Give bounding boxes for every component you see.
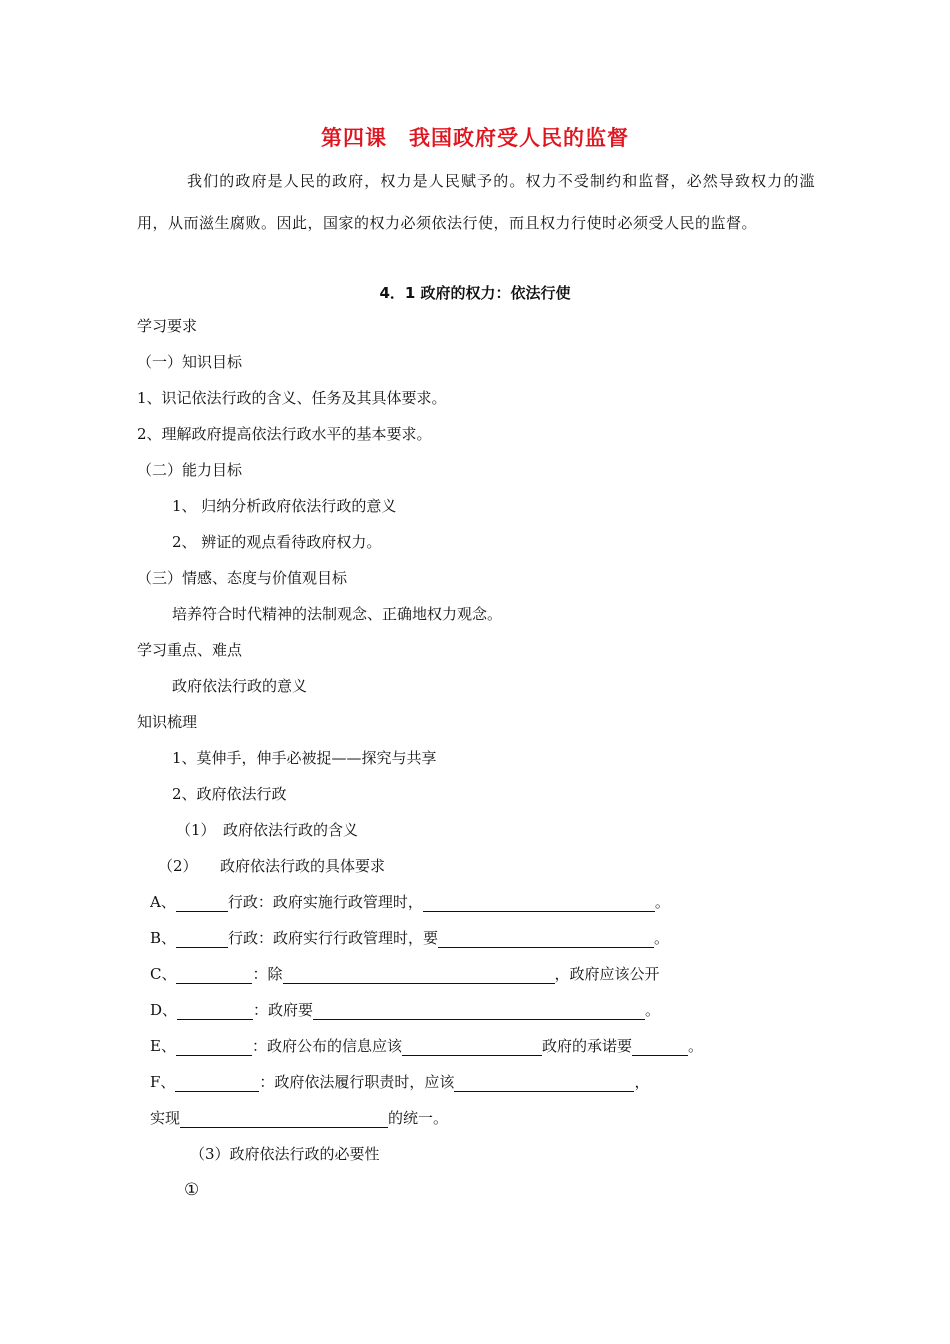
fill-a-text: 行政：政府实施行政管理时， (227, 893, 423, 911)
fill-line-f-continued (150, 1108, 448, 1128)
fill-g-text: 实现 (150, 1109, 181, 1127)
fill-d-text: ：政府要 (253, 1001, 314, 1019)
fill-a-label: A、 (150, 893, 176, 911)
fill-b-end: 。 (654, 929, 670, 947)
knowledge-goals-heading: （一）知识目标 (137, 353, 243, 371)
fill-d-label: D、 (150, 1001, 178, 1019)
fill-line-b (150, 928, 669, 948)
fill-b-text: 行政：政府实行行政管理时，要 (228, 929, 439, 947)
fill-e-text: ：政府公布的信息应该 (251, 1037, 402, 1055)
fill-f-end: ， (634, 1073, 650, 1091)
fill-f-text: ：政府依法履行职责时，应该 (259, 1073, 455, 1091)
review-sub-1: （1） 政府依法行政的含义 (176, 821, 359, 839)
fill-a-end: 。 (654, 893, 670, 911)
fill-a-blank-2[interactable] (423, 895, 655, 912)
fill-line-a (150, 892, 670, 912)
ability-goals-heading: （二）能力目标 (137, 461, 243, 479)
lesson-title: 第四课 我国政府受人民的监督 (321, 126, 629, 150)
fill-c-end: ，政府应该公开 (554, 965, 660, 983)
fill-g-blank[interactable] (180, 1111, 388, 1128)
fill-b-label: B、 (150, 929, 177, 947)
review-sub-2: （2） 政府依法行政的具体要求 (158, 857, 386, 875)
circled-number-1: ① (184, 1180, 200, 1200)
fill-a-blank-1[interactable] (176, 895, 228, 912)
fill-f-blank-1[interactable] (175, 1075, 259, 1092)
fill-g-end: 的统一。 (388, 1109, 449, 1127)
key-points-heading: 学习重点、难点 (137, 641, 243, 659)
fill-f-blank-2[interactable] (454, 1075, 634, 1092)
fill-e-text-2: 政府的承诺要 (541, 1037, 632, 1055)
ability-goal-2: 2、 辨证的观点看待政府权力。 (172, 533, 382, 551)
knowledge-review-heading: 知识梳理 (137, 713, 198, 731)
fill-d-blank-2[interactable] (313, 1003, 645, 1020)
review-item-1: 1、莫伸手，伸手必被捉——探究与共享 (172, 749, 437, 767)
fill-line-e (150, 1036, 703, 1056)
study-requirements-heading: 学习要求 (137, 317, 198, 335)
values-goals-heading: （三）情感、态度与价值观目标 (137, 569, 348, 587)
fill-b-blank-2[interactable] (438, 931, 654, 948)
fill-e-end: 。 (687, 1037, 703, 1055)
fill-c-blank-1[interactable] (176, 967, 252, 984)
fill-e-blank-1[interactable] (176, 1039, 252, 1056)
fill-c-blank-2[interactable] (283, 967, 555, 984)
fill-e-label: E、 (150, 1037, 176, 1055)
fill-line-f (150, 1072, 649, 1092)
fill-b-blank-1[interactable] (176, 931, 228, 948)
fill-e-blank-2[interactable] (402, 1039, 542, 1056)
fill-line-c (150, 964, 660, 984)
knowledge-goal-2: 2、理解政府提高依法行政水平的基本要求。 (137, 425, 432, 443)
fill-f-label: F、 (150, 1073, 176, 1091)
intro-paragraph: 我们的政府是人民的政府，权力是人民赋予的。权力不受制约和监督，必然导致权力的滥用，从而滋生腐败。因此，国家的权力必须依法行使，而且权力行使时必须受人民的监督。 (137, 172, 815, 232)
fill-line-d (150, 1000, 660, 1020)
fill-c-label: C、 (150, 965, 177, 983)
knowledge-goal-1: 1、识记依法行政的含义、任务及其具体要求。 (137, 389, 447, 407)
fill-e-blank-3[interactable] (632, 1039, 688, 1056)
key-point: 政府依法行政的意义 (172, 677, 308, 695)
ability-goal-1: 1、 归纳分析政府依法行政的意义 (172, 497, 397, 515)
review-item-2: 2、政府依法行政 (172, 785, 287, 803)
fill-c-text: ：除 (252, 965, 283, 983)
values-goal: 培养符合时代精神的法制观念、正确地权力观念。 (172, 605, 503, 623)
section-title: 4．1 政府的权力：依法行使 (379, 284, 571, 302)
review-sub-3: （3）政府依法行政的必要性 (190, 1145, 380, 1163)
fill-d-end: 。 (645, 1001, 661, 1019)
fill-d-blank-1[interactable] (177, 1003, 253, 1020)
